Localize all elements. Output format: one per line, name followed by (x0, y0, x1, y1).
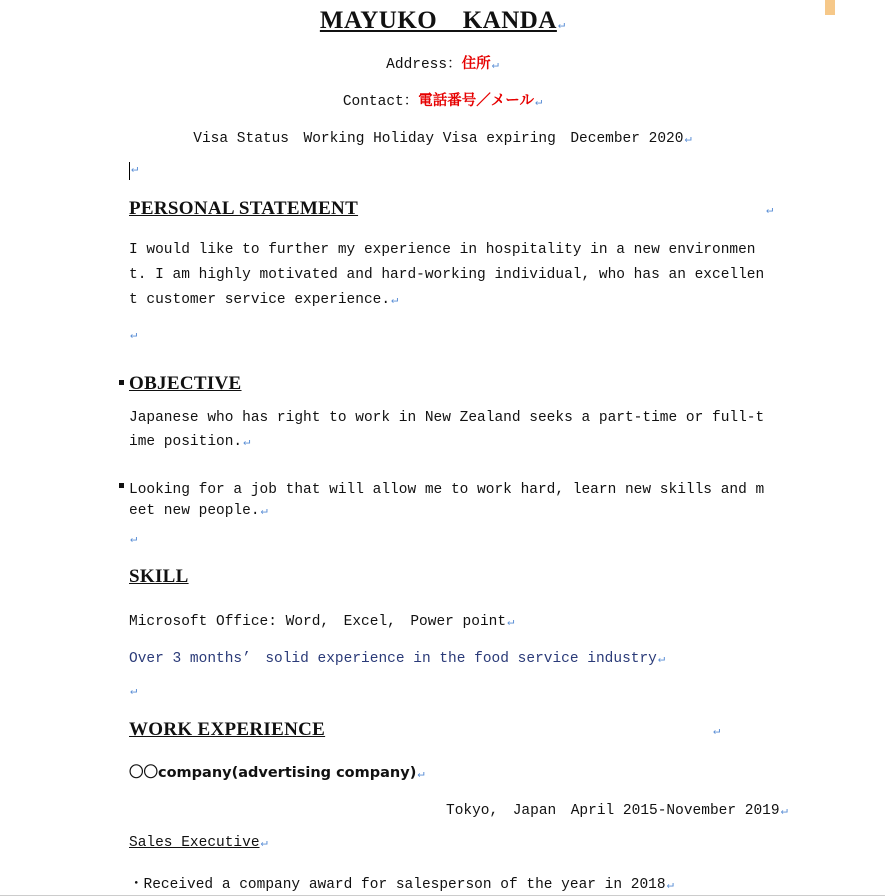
resume-name-line (0, 0, 885, 36)
objective-heading-line (129, 373, 242, 395)
address-line (0, 52, 885, 73)
paragraph-mark: ↵ (243, 435, 251, 449)
skill-line-2 (129, 646, 665, 667)
paragraph-mark: ↵ (260, 504, 268, 518)
company-name[interactable]: 〇〇company(advertising company) (129, 765, 417, 781)
address-label[interactable]: Address： (386, 57, 462, 73)
contact-line (0, 89, 885, 110)
paragraph-mark: ↵ (780, 804, 788, 818)
personal-statement-paragraph (129, 238, 769, 313)
objective-text-2[interactable]: Looking for a job that will allow me to work hard, learn new skills and meet new people. (129, 482, 765, 519)
paragraph-mark: ↵ (557, 18, 566, 32)
list-bullet-marker (119, 483, 124, 488)
personal-statement-heading[interactable]: PERSONAL STATEMENT (129, 198, 359, 219)
visa-status-line (0, 126, 885, 147)
contact-value[interactable]: 電話番号／メール (418, 93, 534, 109)
list-bullet-marker (119, 380, 124, 385)
skill-heading[interactable]: SKILL (129, 566, 189, 587)
personal-statement-heading-mark (765, 202, 773, 218)
paragraph-mark: ↵ (684, 132, 692, 146)
skill-text-2[interactable]: Over 3 months’ solid experience in the food service industry (129, 651, 657, 667)
objective-text-1[interactable]: Japanese who has right to work in New Zealand seeks a part-time or full-time position. (129, 410, 765, 450)
achievement-text-1[interactable]: ・Received a company award for salesperson of the year in 2018 (129, 877, 666, 893)
work-experience-heading[interactable]: WORK EXPERIENCE (129, 719, 326, 740)
empty-paragraph[interactable] (129, 683, 137, 699)
paragraph-mark: ↵ (534, 95, 543, 109)
achievement-bullet-1 (129, 872, 674, 893)
paragraph-mark: ↵ (130, 684, 138, 698)
address-value[interactable]: 住所 (461, 56, 491, 72)
location-dates[interactable]: Tokyo, Japan April 2015-November 2019 (446, 803, 780, 819)
work-experience-heading-mark (712, 723, 720, 739)
paragraph-mark: ↵ (260, 836, 268, 850)
role-title[interactable]: Sales Executive (129, 835, 260, 851)
paragraph-mark: ↵ (507, 615, 515, 629)
contact-label[interactable]: Contact： (342, 94, 419, 110)
objective-item-1 (129, 406, 769, 454)
paragraph-mark: ↵ (130, 328, 138, 342)
visa-status-text[interactable]: Visa Status Working Holiday Visa expiring December 2020 (193, 131, 684, 147)
objective-heading[interactable]: OBJECTIVE (129, 373, 242, 394)
skill-heading-line (129, 566, 189, 588)
paragraph-mark: ↵ (766, 203, 774, 217)
paragraph-mark: ↵ (713, 724, 721, 738)
paragraph-mark: ↵ (666, 878, 674, 892)
personal-statement-heading-line (129, 198, 358, 220)
empty-paragraph[interactable] (130, 161, 138, 177)
paragraph-mark: ↵ (657, 652, 666, 666)
paragraph-mark: ↵ (131, 162, 139, 176)
paragraph-mark: ↵ (391, 293, 399, 307)
skill-line-1 (129, 609, 514, 630)
location-dates-line (446, 798, 788, 819)
resume-name[interactable]: MAYUKO KANDA (319, 7, 557, 34)
empty-paragraph[interactable] (129, 327, 137, 343)
skill-text-1[interactable]: Microsoft Office: Word, Excel, Power point (129, 614, 507, 630)
paragraph-mark: ↵ (130, 532, 138, 546)
role-line (129, 835, 268, 851)
personal-statement-text[interactable]: I would like to further my experience in hospitality in a new environment. I am highly motivated and hard-working individual, who has an excellent customer service experience. (129, 242, 765, 308)
work-experience-heading-line (129, 719, 325, 741)
company-line (129, 761, 425, 782)
paragraph-mark: ↵ (491, 58, 499, 72)
objective-item-2 (129, 480, 769, 522)
empty-paragraph[interactable] (129, 531, 137, 547)
paragraph-mark: ↵ (417, 767, 425, 781)
